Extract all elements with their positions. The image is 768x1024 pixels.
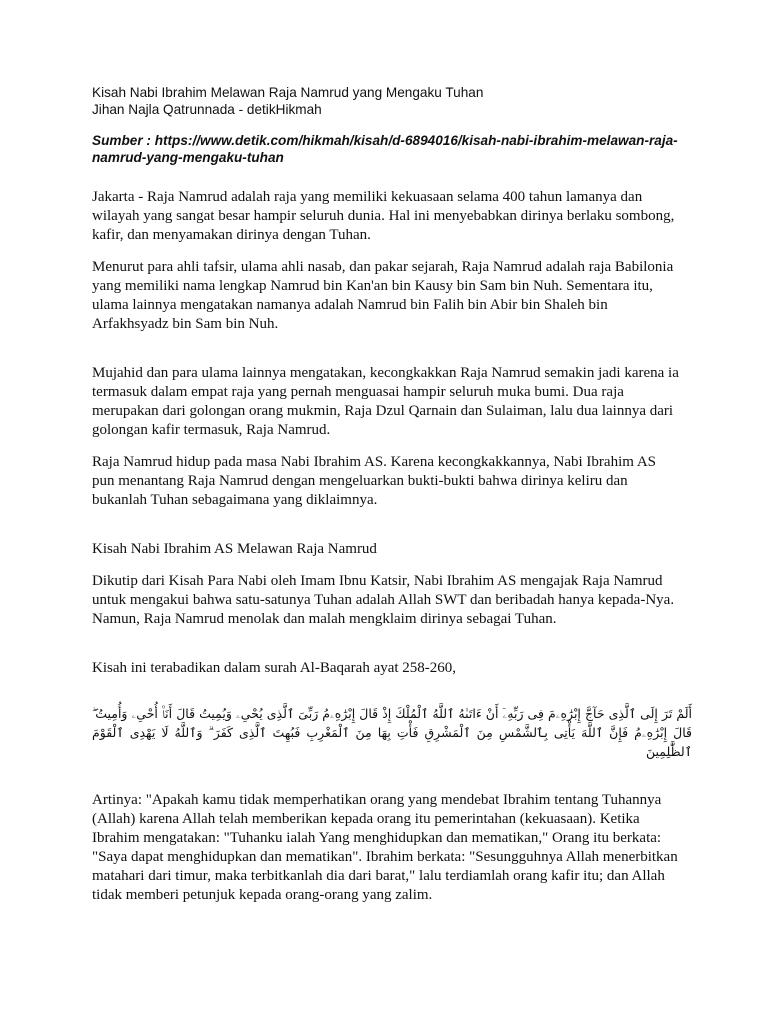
article-title: Kisah Nabi Ibrahim Melawan Raja Namrud yang Mengaku Tuhan <box>92 85 484 100</box>
paragraph-surah-reference: Kisah ini terabadikan dalam surah Al-Baqarah ayat 258-260, <box>92 660 457 676</box>
article-body <box>92 188 692 905</box>
document-header <box>92 84 682 118</box>
arabic-verse: أَلَمْ تَرَ إِلَى ٱلَّذِى حَآجَّ إِبْرَٰهِۦمَ فِى رَبِّهِۦٓ أَنْ ءَاتَىٰهُ ٱللَّهُ ٱلْمُلْكَ إِذْ قَالَ إِبْرَٰهِۦمُ رَبِّىَ ٱلَّذِى يُحْىِۦ وَيُمِيتُ قَالَ أَنَا۠ أُحْىِۦ وَأُمِيتُ ۖ قَالَ إِبْرَٰهِۦمُ فَإِنَّ ٱللَّهَ يَأْتِى بِٱلشَّمْسِ مِنَ ٱلْمَشْرِقِ فَأْتِ بِهَا مِنَ ٱلْمَغْرِبِ فَبُهِتَ ٱلَّذِى كَفَرَ ۗ وَٱللَّهُ لَا يَهْدِى ٱلْقَوْمَ ٱلظَّٰلِمِينَ <box>92 706 692 759</box>
paragraph-ibnu-katsir: Dikutip dari Kisah Para Nabi oleh Imam Ibnu Katsir, Nabi Ibrahim AS mengajak Raja Namrud untuk mengakui bahwa satu-satunya Tuhan adalah Allah SWT dan beribadah hanya kepada-Nya. Namun, Raja Namrud menolak dan malah mengklaim dirinya sebagai Tuhan. <box>92 573 675 627</box>
section-subheading: Kisah Nabi Ibrahim AS Melawan Raja Namrud <box>92 541 377 557</box>
paragraph-translation: Artinya: "Apakah kamu tidak memperhatikan orang yang mendebat Ibrahim tentang Tuhannya (Allah) karena Allah telah memberikan kepada orang itu pemerintahan (kekuasaan). Ketika Ibrahim mengatakan: "Tuhanku ialah Yang menghidupkan dan mematikan," Orang itu berkata: "Saya dapat menghidupkan dan mematikan". Ibrahim berkata: "Sesungguhnya Allah menerbitkan matahari dari timur, maka terbitkanlah dia dari barat," lalu terdiamlah orang kafir itu; dan Allah tidak memberi petunjuk kepada orang-orang yang zalim. <box>92 792 678 903</box>
paragraph-intro: Jakarta - Raja Namrud adalah raja yang memiliki kekuasaan selama 400 tahun lamanya dan wilayah yang sangat besar hampir seluruh dunia. Hal ini menyebabkan dirinya berlaku sombong, kafir, dan menyamakan dirinya dengan Tuhan. <box>92 189 675 243</box>
paragraph-four-kings: Mujahid dan para ulama lainnya mengatakan, kecongkakkan Raja Namrud semakin jadi karena ia termasuk dalam empat raja yang pernah menguasai hampir seluruh muka bumi. Dua raja merupakan dari golongan orang mukmin, Raja Dzul Qarnain dan Sulaiman, lalu dua lainnya dari golongan kafir termasuk, Raja Namrud. <box>92 365 679 438</box>
article-byline: Jihan Najla Qatrunnada - detikHikmah <box>92 102 322 117</box>
document-page <box>92 84 692 905</box>
paragraph-lineage: Menurut para ahli tafsir, ulama ahli nasab, dan pakar sejarah, Raja Namrud adalah raja Babilonia yang memiliki nama lengkap Namrud bin Kan'an bin Kausy bin Sam bin Nuh. Sementara itu, ulama lainnya mengatakan namanya adalah Namrud bin Falih bin Abir bin Shaleh bin Arfakhsyadz bin Sam bin Nuh. <box>92 259 674 332</box>
source-link[interactable]: Sumber : https://www.detik.com/hikmah/kisah/d-6894016/kisah-nabi-ibrahim-melawan-raja-namrud-yang-mengaku-tuhan <box>92 133 678 165</box>
paragraph-challenge: Raja Namrud hidup pada masa Nabi Ibrahim AS. Karena kecongkakkannya, Nabi Ibrahim AS pun menantang Raja Namrud dengan mengeluarkan bukti-bukti bahwa dirinya keliru dan bukanlah Tuhan sebagaimana yang diklaimnya. <box>92 454 657 508</box>
